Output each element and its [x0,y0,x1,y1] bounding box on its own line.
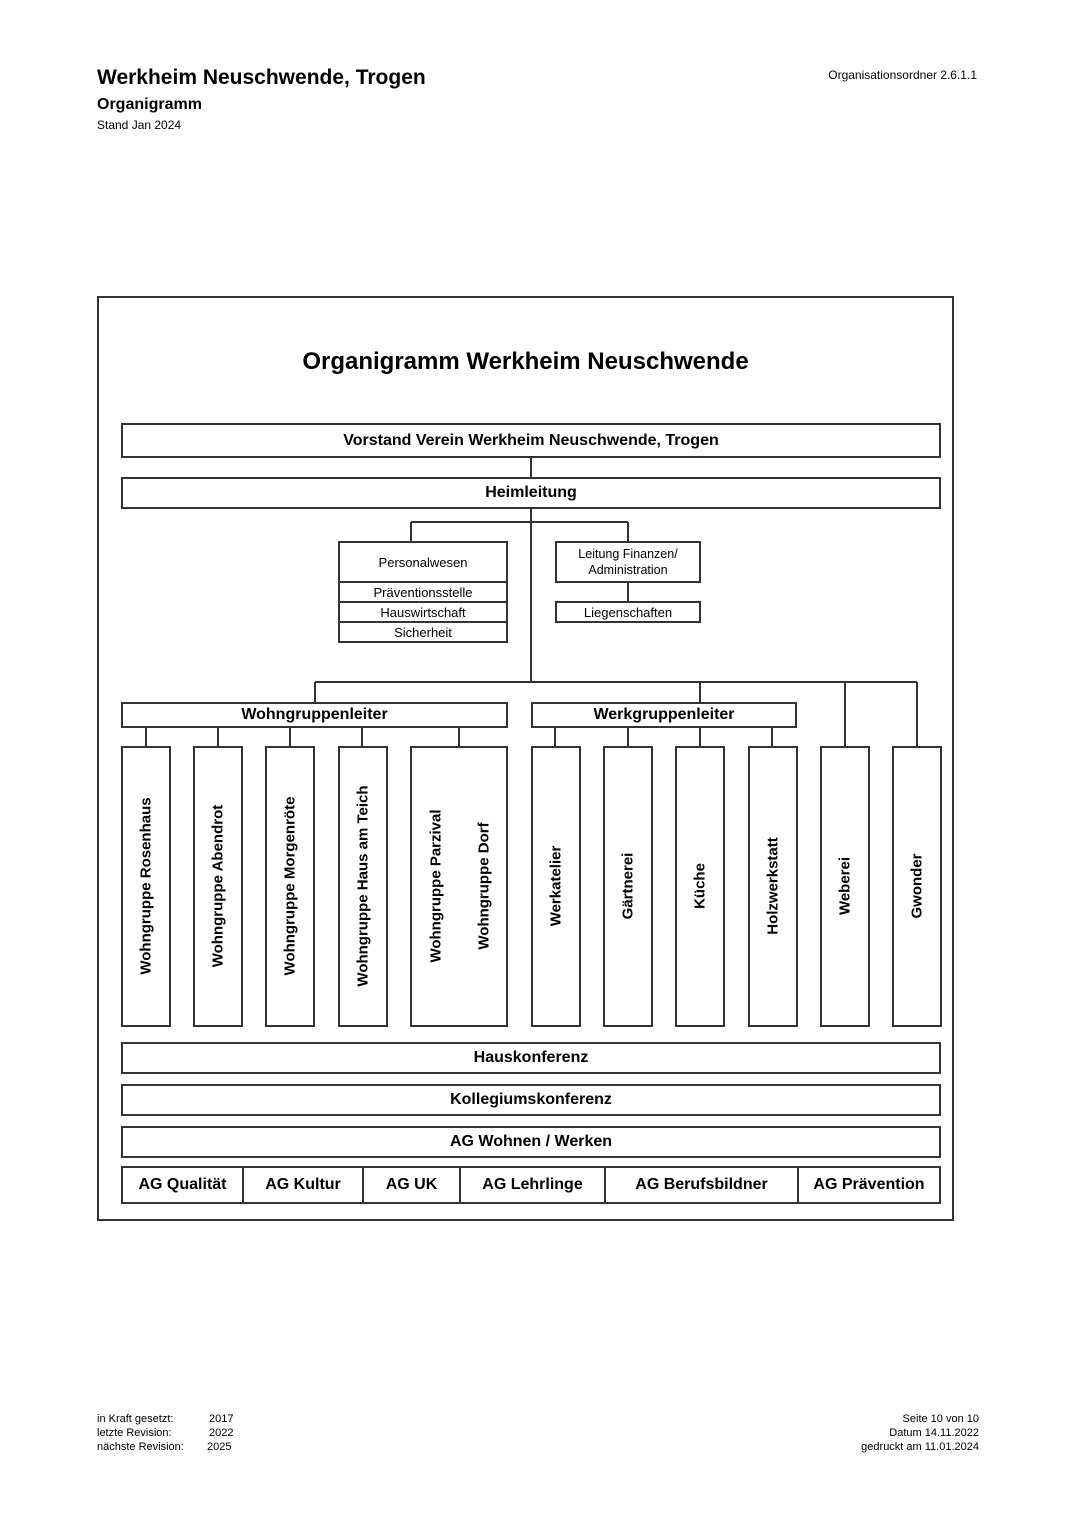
ag-label: AG Berufsbildner [635,1176,768,1193]
ag-label: AG Qualität [138,1176,227,1193]
ag-label: AG Prävention [813,1176,925,1193]
ag-berufsbildner-cell [606,1168,799,1202]
werkgruppe-label: Werkatelier [547,845,565,927]
footer-value: 2022 [209,1427,234,1439]
werkgruppe-label: Küche [691,863,709,909]
wohngruppe-label: Wohngruppe Dorf [475,822,493,950]
wohngruppenleiter-box [121,702,508,728]
sicherheit-box [340,623,506,641]
werkgruppe-label: Holzwerkstatt [764,837,782,935]
ag-uk-cell [364,1168,461,1202]
werkatelier-box [531,746,581,1027]
holzwerkstatt-box [748,746,798,1027]
personalwesen-box [340,543,506,583]
footer-value: 2025 [207,1441,232,1453]
werkgruppenleiter-label: Werkgruppenleiter [593,706,735,723]
footer-label: letzte Revision: [97,1427,172,1439]
footer-value: 2017 [209,1413,234,1425]
ag-qualitaet-cell [123,1168,244,1202]
ag-label: AG Kultur [265,1176,341,1193]
ag-row [121,1166,941,1204]
weberei-box [820,746,870,1027]
kollegiumskonferenz-label: Kollegiumskonferenz [450,1091,612,1108]
ag-wohnen-werken-box [121,1126,941,1158]
footer-printed: gedruckt am 11.01.2024 [861,1441,979,1453]
document-reference: Organisationsordner 2.6.1.1 [828,68,977,82]
wohngruppe-label: Wohngruppe Abendrot [209,804,227,968]
ag-praevention-cell [799,1168,939,1202]
werkgruppe-label: Gärtnerei [619,852,637,920]
ag-kultur-cell [244,1168,364,1202]
kueche-box [675,746,725,1027]
personalwesen-label: Personalwesen [378,554,468,570]
footer-left [97,1412,233,1454]
hauskonferenz-box [121,1042,941,1074]
weitere-label: Gwonder [908,853,926,919]
document-stand: Stand Jan 2024 [97,118,182,132]
liegenschaften-box [555,601,701,623]
wohngruppe-morgenroete-box [265,746,315,1027]
heimleitung-box [121,477,941,509]
wohngruppe-label: Wohngruppe Morgenröte [281,796,299,976]
ag-label: AG UK [385,1176,438,1193]
ag-wohnen-werken-label: AG Wohnen / Werken [449,1133,613,1150]
kollegiumskonferenz-box [121,1084,941,1116]
wohngruppe-rosenhaus-box [121,746,171,1027]
hauswirtschaft-label: Hauswirtschaft [380,604,466,620]
document-subtitle: Organigramm [97,96,202,113]
personalwesen-group [338,541,508,643]
vorstand-box [121,423,941,458]
heimleitung-label: Heimleitung [485,484,577,501]
ag-label: AG Lehrlinge [482,1176,583,1193]
document-title: Werkheim Neuschwende, Trogen [97,66,426,89]
liegenschaften-label: Liegenschaften [583,604,673,620]
werkgruppenleiter-box [531,702,797,728]
vorstand-label: Vorstand Verein Werkheim Neuschwende, Trogen [343,431,719,449]
footer-right [861,1412,979,1454]
wohngruppe-abendrot-box [193,746,243,1027]
finanzen-box [555,541,701,583]
footer-label: nächste Revision: [97,1441,184,1453]
praeventionsstelle-box [340,583,506,603]
gaertnerei-box [603,746,653,1027]
finanzen-label-line1: Leitung Finanzen/ [578,547,678,561]
organigram-title: Organigramm Werkheim Neuschwende [302,348,749,375]
wohngruppenleiter-label: Wohngruppenleiter [241,706,388,723]
sicherheit-label: Sicherheit [394,624,452,640]
footer-date: Datum 14.11.2022 [889,1427,979,1439]
hauskonferenz-label: Hauskonferenz [473,1049,589,1066]
footer-label: in Kraft gesetzt: [97,1413,174,1425]
wohngruppe-label: Wohngruppe Parzival [427,809,445,963]
weitere-label: Weberei [836,856,854,916]
finanzen-label-line2: Administration [588,563,668,577]
wohngruppe-label: Wohngruppe Haus am Teich [354,785,372,987]
gwonder-box [892,746,942,1027]
wohngruppe-label: Wohngruppe Rosenhaus [137,797,155,975]
wohngruppe-haus-am-teich-box [338,746,388,1027]
footer-page: Seite 10 von 10 [902,1413,979,1425]
ag-lehrlinge-cell [461,1168,606,1202]
praeventionsstelle-label: Präventionsstelle [373,584,473,600]
hauswirtschaft-box [340,603,506,623]
wohngruppe-parzival-dorf-box [410,746,508,1027]
